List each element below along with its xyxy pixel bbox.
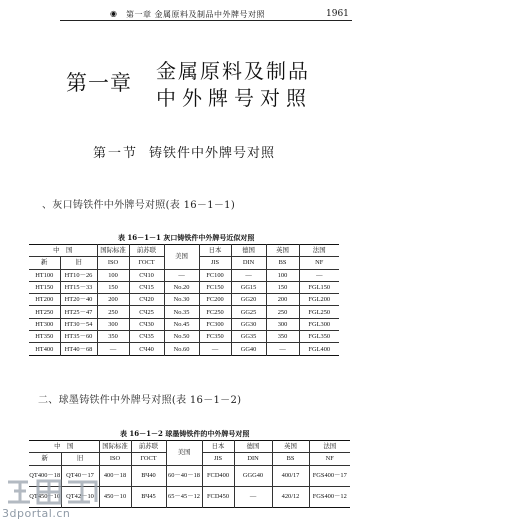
table-cell: No.30 (164, 294, 199, 306)
table-cell: — (231, 269, 266, 281)
table-16-1-2-caption: 表 16－1－2 球墨铸铁件的中外牌号对照 (120, 429, 250, 438)
table-cell: GG30 (231, 318, 266, 330)
table-cell: — (199, 343, 231, 355)
table-cell: HT35－60 (60, 331, 97, 343)
col-header-germany: 德国 (231, 245, 266, 257)
table-cell: HT30－54 (60, 318, 97, 330)
table-cell: HT250 (29, 306, 60, 318)
table-16-1-1 (29, 244, 339, 356)
col-header-new: 新 (29, 257, 60, 269)
table-cell: HT20－40 (60, 294, 97, 306)
table-cell: СЧ40 (129, 343, 164, 355)
table-cell: No.50 (164, 331, 199, 343)
table-cell: GG20 (231, 294, 266, 306)
col-header-china: 中 国 (29, 441, 99, 453)
table-row (29, 318, 339, 330)
table-cell: ВЧ45 (131, 486, 166, 507)
table-cell: 250 (97, 306, 129, 318)
table-cell: No.45 (164, 318, 199, 330)
table-cell: 350 (266, 331, 299, 343)
table-cell: 200 (266, 294, 299, 306)
table-cell: СЧ10 (129, 269, 164, 281)
table-cell: СЧ25 (129, 306, 164, 318)
col-header-nf-code: NF (309, 453, 350, 465)
col-header-uk: 英国 (266, 245, 299, 257)
chapter-title-line2: 中外牌号对照 (156, 86, 312, 110)
table-row (29, 343, 339, 355)
table-cell: FC150 (199, 281, 231, 293)
table-cell: GG25 (231, 306, 266, 318)
col-header-old: 旧 (61, 453, 99, 465)
table-cell: No.60 (164, 343, 199, 355)
watermark-url: 3dportal.cn (2, 507, 71, 520)
table-cell: FC250 (199, 306, 231, 318)
col-header-din-code: DIN (231, 257, 266, 269)
table-row (29, 269, 339, 281)
table-cell: 100 (266, 269, 299, 281)
col-header-uk: 英国 (272, 441, 309, 453)
col-header-bs-code: BS (266, 257, 299, 269)
col-header-ussr: 前苏联 (129, 245, 164, 257)
table-cell: 100 (97, 269, 129, 281)
table-cell: GGG40 (234, 465, 272, 486)
col-header-japan: 日本 (202, 441, 234, 453)
table-cell: 65－45－12 (166, 486, 202, 507)
table-cell: HT150 (29, 281, 60, 293)
col-header-japan: 日本 (199, 245, 231, 257)
table-cell: QT42－10 (61, 486, 99, 507)
table-cell: 250 (266, 306, 299, 318)
table-cell: — (234, 486, 272, 507)
col-header-germany: 德国 (234, 441, 272, 453)
table-cell: 150 (266, 281, 299, 293)
table-cell: — (164, 269, 199, 281)
col-header-old: 旧 (60, 257, 97, 269)
col-header-gost-code: ГОСТ (131, 453, 166, 465)
table-cell: FCD450 (202, 486, 234, 507)
table-cell: — (97, 343, 129, 355)
table-cell: QT400－18 (29, 465, 61, 486)
table-cell: GG35 (231, 331, 266, 343)
col-header-iso-code: ISO (97, 257, 129, 269)
nodular-iron-heading: 二、球墨铸铁件中外牌号对照(表 16－1－2) (38, 395, 242, 406)
table-row (29, 306, 339, 318)
table-cell: 400/17 (272, 465, 309, 486)
table-cell: QT40－17 (61, 465, 99, 486)
table-cell: FGL250 (299, 306, 339, 318)
col-header-france: 法国 (299, 245, 339, 257)
table-cell: GG40 (231, 343, 266, 355)
table-cell: 450－10 (99, 486, 131, 507)
col-header-iso-code: ISO (99, 453, 131, 465)
table-cell: HT10－26 (60, 269, 97, 281)
table-row (29, 281, 339, 293)
table-cell: HT350 (29, 331, 60, 343)
col-header-nf-code: NF (299, 257, 339, 269)
table-cell: СЧ15 (129, 281, 164, 293)
table-cell: — (299, 269, 339, 281)
chapter-title-line1: 金属原料及制品 (156, 59, 310, 83)
table-cell: No.35 (164, 306, 199, 318)
col-header-iso: 国际标准 (97, 245, 129, 257)
page-number: 1961 (326, 9, 349, 19)
table-cell: 200 (97, 294, 129, 306)
table-cell: FC200 (199, 294, 231, 306)
table-cell: HT400 (29, 343, 60, 355)
col-header-china: 中 国 (29, 245, 97, 257)
section-label: 第一节 (93, 146, 139, 161)
table-cell: FGL350 (299, 331, 339, 343)
table-cell: 300 (266, 318, 299, 330)
table-cell: QT450－10 (29, 486, 61, 507)
table-cell: FGL150 (299, 281, 339, 293)
table-cell: СЧ35 (129, 331, 164, 343)
table-cell: HT15－33 (60, 281, 97, 293)
col-header-gost-code: ГОСТ (129, 257, 164, 269)
table-cell: GG15 (231, 281, 266, 293)
table-cell: FGL200 (299, 294, 339, 306)
table-cell: FGL300 (299, 318, 339, 330)
table-cell: HT40－68 (60, 343, 97, 355)
table-cell: HT300 (29, 318, 60, 330)
table-cell: HT200 (29, 294, 60, 306)
table-cell: 350 (97, 331, 129, 343)
col-header-jis-code: JIS (202, 453, 234, 465)
table-cell: ВЧ40 (131, 465, 166, 486)
col-header-jis-code: JIS (199, 257, 231, 269)
header-bullet: ◉ (110, 9, 117, 18)
col-header-new: 新 (29, 453, 61, 465)
table-cell: FCD400 (202, 465, 234, 486)
table-cell: FGS400－12 (309, 486, 350, 507)
col-header-din-code: DIN (234, 453, 272, 465)
running-title: 第一章 金属原料及制品中外牌号对照 (126, 10, 266, 19)
table-cell: — (266, 343, 299, 355)
table-16-1-1-caption: 表 16－1－1 灰口铸铁件中外牌号近似对照 (118, 233, 255, 242)
col-header-usa: 美国 (166, 441, 202, 466)
table-cell: FC300 (199, 318, 231, 330)
col-header-bs-code: BS (272, 453, 309, 465)
table-cell: HT25－47 (60, 306, 97, 318)
gray-iron-heading: 、灰口铸铁件中外牌号对照(表 16－1－1) (42, 200, 236, 211)
table-row (29, 331, 339, 343)
table-cell: 300 (97, 318, 129, 330)
table-cell: FC100 (199, 269, 231, 281)
table-cell: FGL400 (299, 343, 339, 355)
col-header-iso: 国际标准 (99, 441, 131, 453)
table-cell: No.20 (164, 281, 199, 293)
table-cell: 150 (97, 281, 129, 293)
table-cell: СЧ20 (129, 294, 164, 306)
header-rule (60, 20, 352, 21)
table-cell: СЧ30 (129, 318, 164, 330)
col-header-france: 法国 (309, 441, 350, 453)
col-header-usa: 美国 (164, 245, 199, 270)
chapter-label: 第一章 (66, 71, 132, 95)
section-title: 铸铁件中外牌号对照 (149, 146, 276, 161)
table-cell: 420/12 (272, 486, 309, 507)
table-cell: 60－40－18 (166, 465, 202, 486)
col-header-ussr: 前苏联 (131, 441, 166, 453)
table-cell: FC350 (199, 331, 231, 343)
table-cell: HT100 (29, 269, 60, 281)
table-cell: 400－18 (99, 465, 131, 486)
table-cell: FGS400－17 (309, 465, 350, 486)
table-row (29, 294, 339, 306)
